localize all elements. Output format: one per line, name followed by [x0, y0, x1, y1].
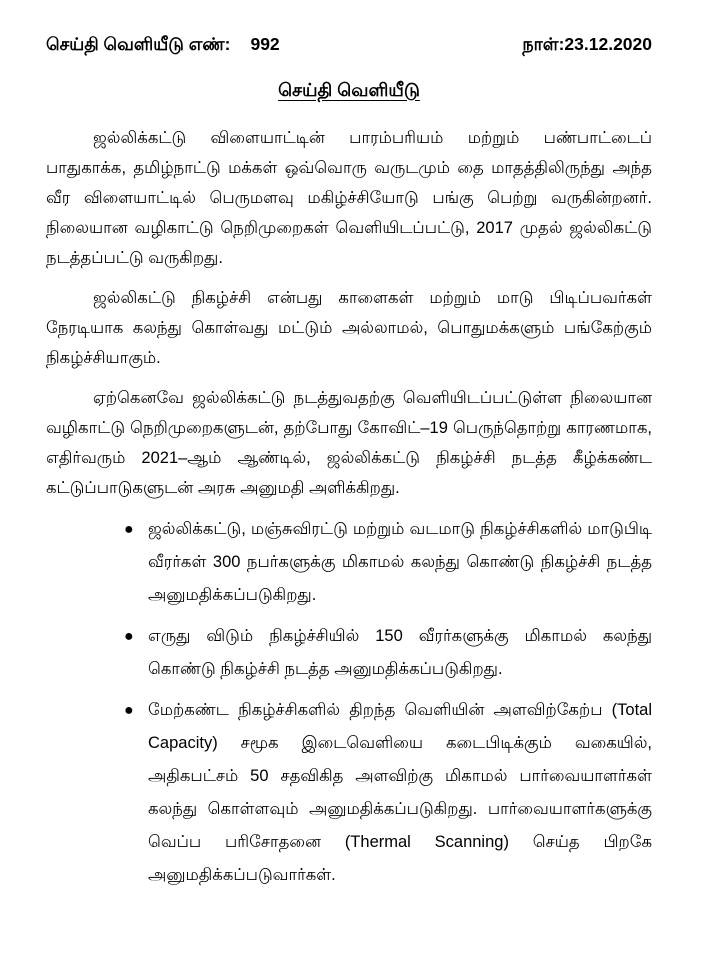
bullet-dot-icon: ● — [124, 628, 134, 645]
release-number: 992 — [250, 34, 280, 54]
restrictions-list — [46, 513, 652, 892]
paragraph: ஏற்கெனவே ஜல்லிக்கட்டு நடத்துவதற்கு வெளியிடப்பட்டுள்ள நிலையான வழிகாட்டு நெறிமுறைகளுடன், தற்போது கோவிட்–19 பெருந்தொற்று காரணமாக, எதிர்வரும் 2021–ஆம் ஆண்டில், ஜல்லிக்கட்டு நிகழ்ச்சி நடத்த கீழ்க்கண்ட கட்டுப்பாடுகளுடன் அரசு அனுமதி அளிக்கிறது. — [46, 389, 652, 497]
list-item — [124, 694, 652, 892]
release-date: நாள்:23.12.2020 — [522, 34, 652, 54]
list-item-text: மேற்கண்ட நிகழ்ச்சிகளில் திறந்த வெளியின் அளவிற்கேற்ப (Total Capacity) சமூக இடைவெளியை கடைபிடிக்கும் வகையில், அதிகபட்சம் 50 சதவிகித அளவிற்கு மிகாமல் பார்வையாளர்கள் கலந்து கொள்ளவும் அனுமதிக்கப்படுகிறது. பார்வையாளர்களுக்கு வெப்ப பரிசோதனை (Thermal Scanning) செய்த பிறகே அனுமதிக்கப்படுவார்கள். — [148, 701, 652, 884]
list-item-text: ஜல்லிக்கட்டு, மஞ்சுவிரட்டு மற்றும் வடமாடு நிகழ்ச்சிகளில் மாடுபிடி வீரர்கள் 300 நபர்களுக்கு மிகாமல் கலந்து கொண்டு நிகழ்ச்சி நடத்த அனுமதிக்கப்படுகிறது. — [148, 520, 652, 604]
paragraph: ஜல்லிக்கட்டு விளையாட்டின் பாரம்பரியம் மற்றும் பண்பாட்டைப் பாதுகாக்க, தமிழ்நாட்டு மக்கள் ஒவ்வொரு வருடமும் தை மாதத்திலிருந்து அந்த வீர விளையாட்டில் பெருமளவு மகிழ்ச்சியோடு பங்கு பெற்று வருகின்றனர். நிலையான வழிகாட்டு நெறிமுறைகள் வெளியிடப்பட்டு, 2017 முதல் ஜல்லிகட்டு நடத்தப்பட்டு வருகிறது. — [46, 129, 652, 267]
release-label: செய்தி வெளியீடு எண்: — [46, 34, 231, 54]
bullet-dot-icon: ● — [124, 521, 134, 538]
list-item — [124, 620, 652, 686]
release-number-block — [46, 32, 280, 56]
list-item — [124, 513, 652, 612]
document-title: செய்தி வெளியீடு — [278, 80, 420, 100]
paragraph: ஜல்லிகட்டு நிகழ்ச்சி என்பது காளைகள் மற்றும் மாடு பிடிப்பவர்கள் நேரடியாக கலந்து கொள்வது மட்டும் அல்லாமல், பொதுமக்களும் பங்கேற்கும் நிகழ்ச்சியாகும். — [46, 289, 652, 367]
list-item-text: எருது விடும் நிகழ்ச்சியில் 150 வீரர்களுக்கு மிகாமல் கலந்து கொண்டு நிகழ்ச்சி நடத்த அனுமதிக்கப்படுகிறது. — [148, 627, 652, 678]
bullet-dot-icon: ● — [124, 702, 134, 719]
document-header — [46, 32, 652, 56]
